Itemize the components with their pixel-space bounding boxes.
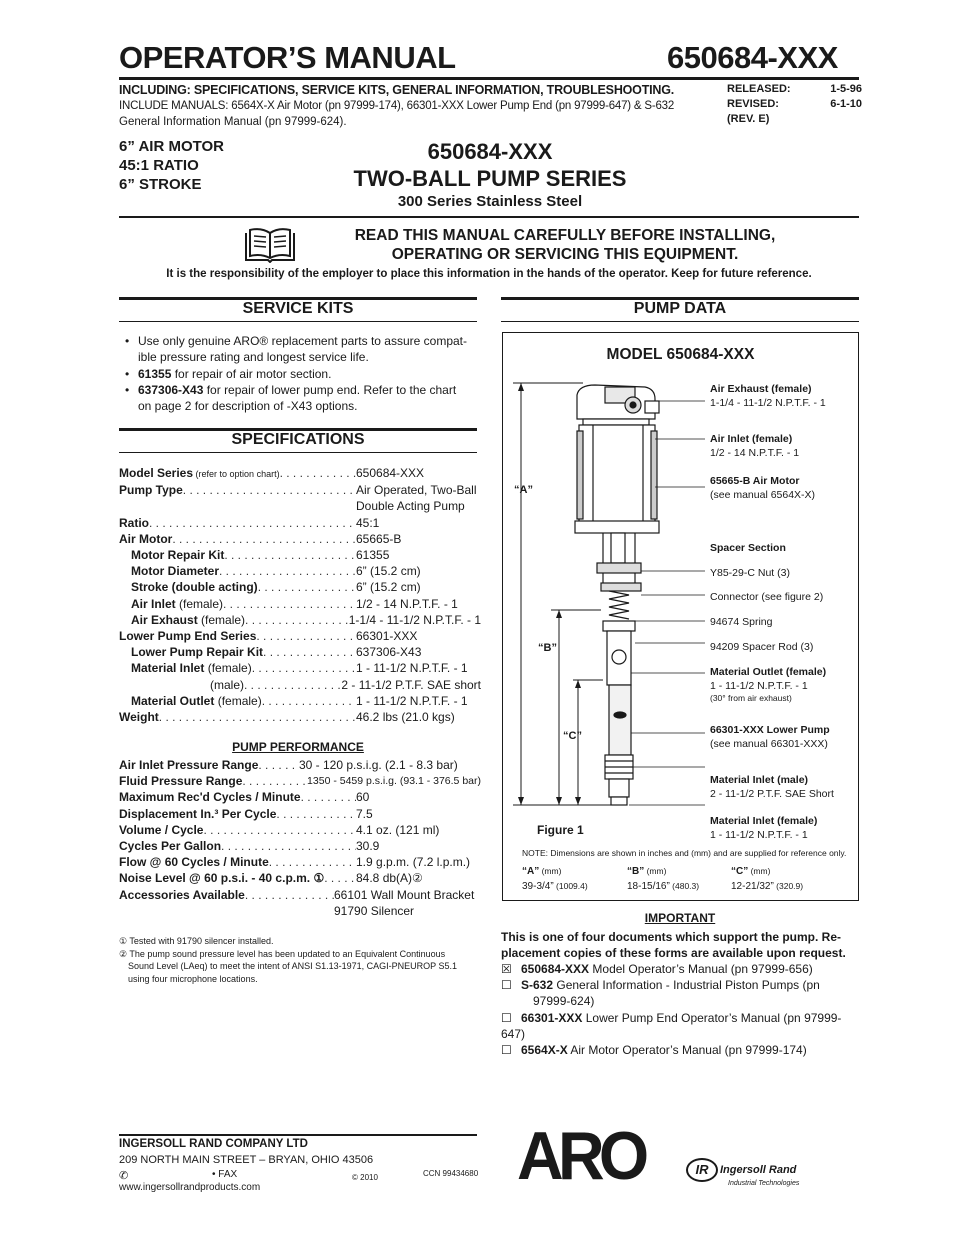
include-manuals-line2: General Information Manual (pn 97999-624). [119,116,347,128]
callout-material-inlet-female: Material Inlet (female) 1 - 11-1/2 N.P.T.F. - 1 [710,815,818,841]
spec-row: Ratio . . . 45:1 [119,515,481,531]
performance-heading: PUMP PERFORMANCE [232,740,364,754]
footer-rule [119,1134,477,1136]
callout-connector: Connector (see figure 2) [710,591,824,603]
supporting-documents [501,961,863,1058]
figure-label: Figure 1 [537,823,584,837]
callout-spacer-rod: 94209 Spacer Rod (3) [710,641,814,653]
notice-line2: OPERATING OR SERVICING THIS EQUIPMENT. [391,246,739,263]
footer-company: INGERSOLL RAND COMPANY LTD [119,1138,308,1150]
ingersoll-rand-subtitle: Industrial Technologies [728,1180,800,1187]
performance-row: Maximum Rec'd Cycles / Minute . . . 60 [119,789,481,805]
footnote-2b: Sound Level (LAeq) to meet the intent of ANSI S1.13-1971, CAGI-PNEUROP S5.1 [128,961,458,971]
performance-row: Cycles Per Gallon . . . 30.9 [119,838,481,854]
spec-row: Air Inlet (female) . . . 1/2 - 14 N.P.T.F. - 1 [119,596,481,612]
specifications-heading: SPECIFICATIONS [231,431,365,448]
service-kit-item: • 61355 for repair of air motor section. [119,366,481,382]
spec-row: (male) . . . 2 - 11-1/2 P.T.F. SAE short [119,677,481,693]
specifications-rule-bottom [119,452,477,453]
footnote-2a: ② The pump sound pressure level has been updated to an Equivalent Continuous [119,948,446,959]
service-kit-item: ible pressure rating and longest service life. [138,350,369,365]
model-rule [119,216,859,218]
spec-row: Lower Pump End Series . . . 66301-XXX [119,628,481,644]
performance-row: 91790 Silencer [334,903,415,918]
important-text: This is one of four documents which support the pump. Re- placement copies of these forms are available upon request. [501,930,846,960]
spec-row: Air Motor . . . 65665-B [119,531,481,547]
document-part-number: 650684-XXX [667,40,838,75]
document-item: 97999-624) [533,994,595,1009]
ingersoll-rand-logo-icon: IR [686,1158,718,1182]
performance-row: Noise Level @ 60 p.s.i. - 40 c.p.m. ① . . . 84.8 db(A)② [119,870,481,886]
footnote-2c: using four microphone locations. [128,973,258,984]
model-summary-stroke: 6” STROKE [119,176,202,193]
pump-diagram [505,375,705,820]
include-manuals-line1: INCLUDE MANUALS: 6564X-X Air Motor (pn 97999-174), 66301-XXX Lower Pump End (pn 97999-647) & S-632 [119,100,675,112]
callout-nut: Y85-29-C Nut (3) [710,567,790,579]
service-kit-item: • 637306-X43 for repair of lower pump end. Refer to the chart [119,382,481,398]
callout-material-inlet-male: Material Inlet (male) 2 - 11-1/2 P.T.F. SAE Short [710,774,834,800]
spec-row: Model Series (refer to option chart) . . . 650684-XXX [119,465,481,482]
spec-row: Double Acting Pump [356,499,465,514]
spec-row: Stroke (double acting) . . . 6” (15.2 cm) [119,579,481,595]
callout-air-motor: 65665-B Air Motor (see manual 6564X-X) [710,475,816,501]
book-icon [244,227,296,268]
series-title: TWO-BALL PUMP SERIES [353,166,627,191]
footer-copyright: © 2010 [352,1173,378,1182]
callout-lower-pump: 66301-XXX Lower Pump (see manual 66301-XXX) [710,724,830,750]
model-summary [119,137,224,194]
dimension-a-label: “A” [514,484,533,496]
released-value: 1-5-96 [830,83,862,95]
dimension-c-label: “C” [563,730,582,742]
performance-row: Air Inlet Pressure Range . . . 30 - 120 p.s.i.g. (2.1 - 8.3 bar) [119,757,481,773]
responsibility-note: It is the responsibility of the employer to place this information in the hands of the operator. Keep for future reference. [166,268,812,280]
dimension-b-label: “B” [538,642,557,654]
service-kits-heading: SERVICE KITS [242,300,354,317]
footer-website[interactable]: www.ingersollrandproducts.com [119,1182,261,1193]
performance-row: Fluid Pressure Range . . . 1350 - 5459 p.s.i.g. (93.1 - 376.5 bar) [119,773,481,789]
dimension-a-cell: “A” (mm) 39-3/4” (1009.4) [522,866,588,892]
document-title: OPERATOR’S MANUAL [119,40,456,75]
notice-line1: READ THIS MANUAL CAREFULLY BEFORE INSTALLING, [354,227,776,244]
service-kits-rule-bottom [119,321,477,322]
important-heading: IMPORTANT [644,911,716,925]
document-item: ☐ 6564X-X Air Motor Operator’s Manual (pn 97999-174) [501,1043,807,1058]
revision-code: (REV. E) [727,113,770,125]
footer-fax: • FAX [212,1169,238,1180]
header-rule [119,77,859,80]
footer-address: 209 NORTH MAIN STREET – BRYAN, OHIO 43506 [119,1154,374,1166]
revised-value: 6-1-10 [830,98,862,110]
spec-row: Motor Diameter . . . 6” (15.2 cm) [119,563,481,579]
series-part-number: 650684-XXX [427,139,553,164]
released-label: RELEASED: [727,83,791,95]
spec-row: Material Inlet (female) . . . 1 - 11-1/2 N.P.T.F. - 1 [119,660,481,676]
dimension-c-cell: “C” (mm) 12-21/32” (320.9) [731,866,804,892]
performance-row: Accessories Available . . . 66101 Wall Mount Bracket [119,887,481,903]
pump-model-title: MODEL 650684-XXX [606,346,755,363]
series-subtitle: 300 Series Stainless Steel [397,193,583,210]
aro-logo: ARO [517,1118,644,1194]
spec-row: Air Exhaust (female) . . . 1-1/4 - 11-1/2 N.P.T.F. - 1 [119,612,481,628]
performance-row: Flow @ 60 Cycles / Minute . . . 1.9 g.p.m. (7.2 l.p.m.) [119,854,481,870]
service-kits-list [119,333,481,414]
model-summary-ratio: 45:1 RATIO [119,157,199,174]
spec-row: Lower Pump Repair Kit . . . 637306-X43 [119,644,481,660]
callout-spring: 94674 Spring [710,616,773,628]
spec-row: Motor Repair Kit . . . 61355 [119,547,481,563]
document-item: ☐ S-632 General Information - Industrial Piston Pumps (pn [501,978,820,993]
callout-air-inlet: Air Inlet (female) 1/2 - 14 N.P.T.F. - 1 [710,433,800,459]
including-line: INCLUDING: SPECIFICATIONS, SERVICE KITS, GENERAL INFORMATION, TROUBLESHOOTING. [119,83,675,97]
dimensions-table [522,864,852,894]
footnotes [119,935,479,985]
performance-row: Displacement In.³ Per Cycle . . . 7.5 [119,806,481,822]
performance-table [119,757,481,919]
dimensions-note: NOTE: Dimensions are shown in inches and (mm) and are supplied for reference only. [522,848,847,858]
release-info [727,82,862,127]
pump-data-rule-bottom [501,321,859,322]
series-block [320,138,660,212]
footer-ccn: CCN 99434680 [423,1169,479,1178]
spec-row: Material Outlet (female) . . . 1 - 11-1/2 N.P.T.F. - 1 [119,693,481,709]
service-kit-item: • Use only genuine ARO® replacement parts to assure compat- [119,333,481,349]
ingersoll-rand-name: Ingersoll Rand [720,1164,797,1176]
pump-data-heading: PUMP DATA [633,300,727,317]
phone-icon: ✆ [119,1170,129,1182]
notice-heading [305,226,825,264]
spec-row: Pump Type . . . Air Operated, Two-Ball [119,482,481,498]
performance-row: Volume / Cycle . . . 4.1 oz. (121 ml) [119,822,481,838]
callout-spacer-section: Spacer Section [710,542,786,554]
document-item: ☒ 650684-XXX Model Operator’s Manual (pn 97999-656) [501,962,813,976]
model-summary-motor: 6” AIR MOTOR [119,138,225,155]
spec-row: Weight . . . 46.2 lbs (21.0 kgs) [119,709,481,725]
document-item: ☐ 66301-XXX Lower Pump End Operator’s Manual (pn 97999-647) [501,1010,842,1041]
dimension-b-cell: “B” (mm) 18-15/16” (480.3) [627,866,700,892]
revised-label: REVISED: [727,98,779,110]
service-kit-item: on page 2 for description of -X43 options. [138,399,358,414]
specifications-table [119,465,481,725]
footnote-1: ① Tested with 91790 silencer installed. [119,936,274,946]
callout-material-outlet: Material Outlet (female) 1 - 11-1/2 N.P.T.F. - 1 (30° from air exhaust) [710,666,827,703]
callout-air-exhaust: Air Exhaust (female) 1-1/4 - 11-1/2 N.P.T.F. - 1 [710,383,826,409]
